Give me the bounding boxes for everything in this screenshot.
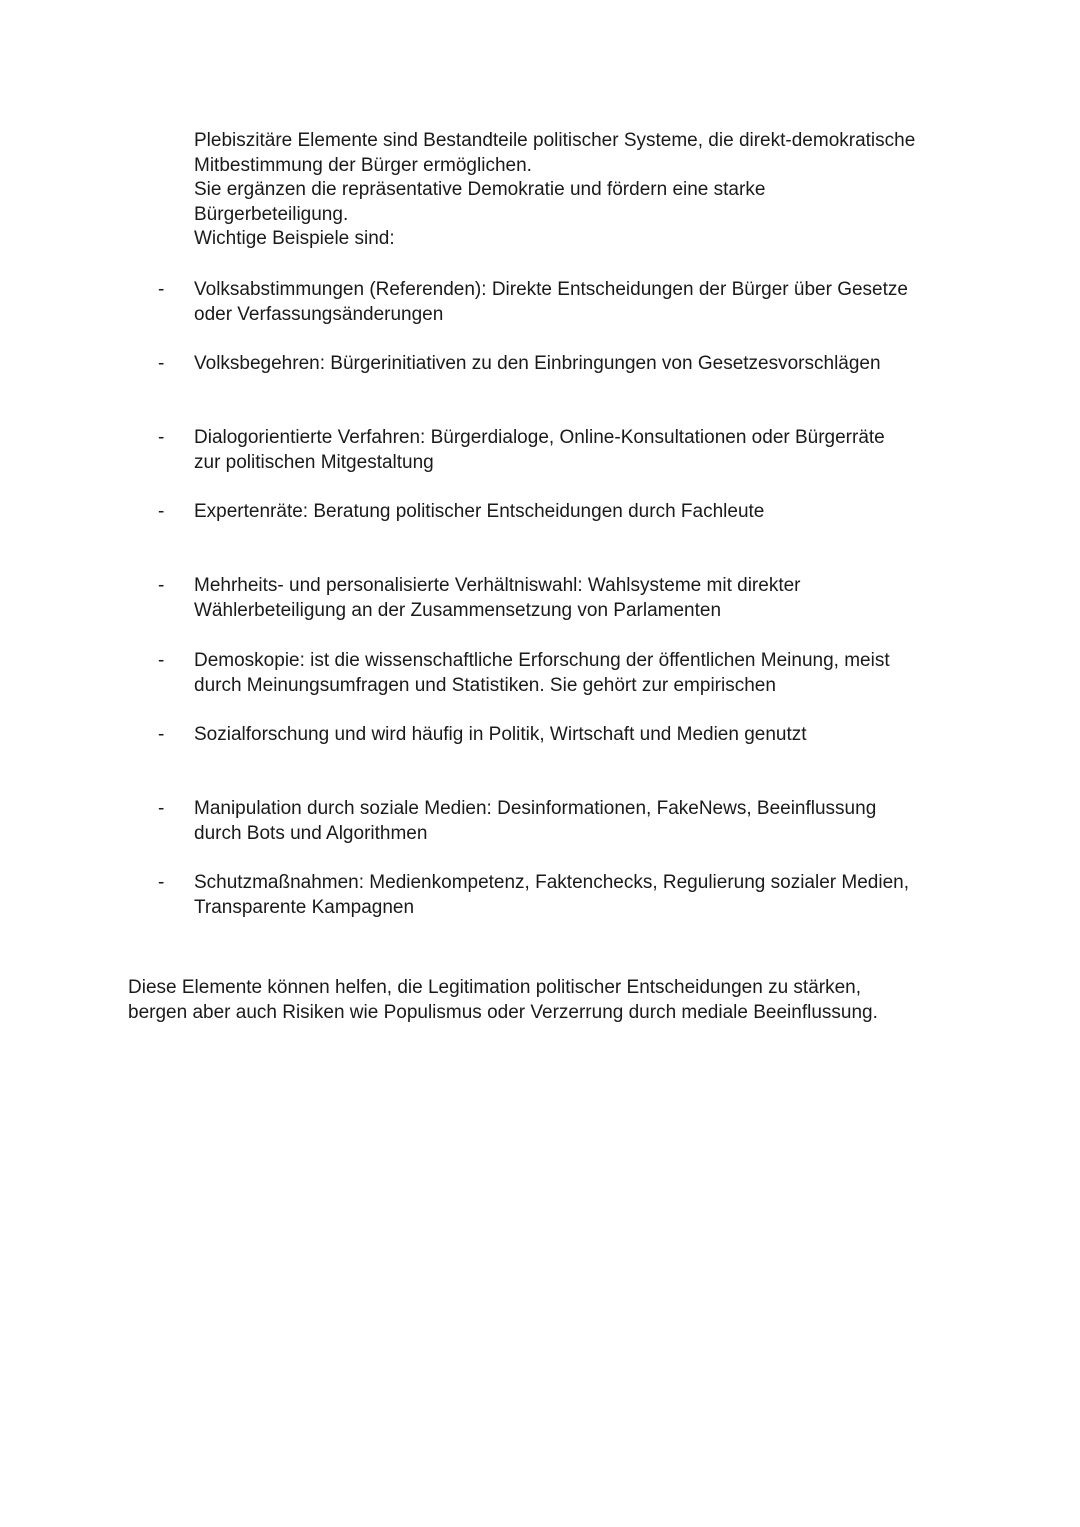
intro-line: Sie ergänzen die repräsentative Demokratie und fördern eine starke: [194, 179, 766, 200]
list-item-dialogorientierte-verfahren: [158, 426, 974, 475]
list-item-demoskopie: [158, 649, 974, 698]
bullet-line: Volksabstimmungen (Referenden): Direkte Entscheidungen der Bürger über Gesetze: [194, 279, 908, 300]
list-item-manipulation: [158, 797, 974, 846]
intro-line: Wichtige Beispiele sind:: [194, 228, 395, 249]
bullet-line: zur politischen Mitgestaltung: [194, 451, 434, 473]
bullet-line: Manipulation durch soziale Medien: Desinformationen, FakeNews, Beeinflussung: [194, 798, 877, 819]
bullet-line: Expertenräte: Beratung politischer Entscheidungen durch Fachleute: [194, 501, 765, 522]
conclusion-line: bergen aber auch Risiken wie Populismus oder Verzerrung durch mediale Beeinflussung.: [128, 1001, 878, 1023]
list-item-verhaeltniswahl: [158, 574, 974, 623]
bullet-text: [194, 574, 974, 623]
list-item-volksabstimmungen: [158, 278, 974, 327]
list-item-schutzmassnahmen: [158, 871, 974, 920]
conclusion-paragraph: [128, 976, 948, 1025]
bullet-line: Mehrheits- und personalisierte Verhältniswahl: Wahlsysteme mit direkter: [194, 575, 801, 596]
list-item-volksbegehren: [158, 352, 974, 377]
intro-paragraph: [194, 129, 974, 252]
bullet-line: oder Verfassungsänderungen: [194, 303, 444, 325]
bullet-text: [194, 500, 974, 525]
intro-line: Plebiszitäre Elemente sind Bestandteile politischer Systeme, die direkt-demokratische: [194, 130, 916, 151]
bullet-line: Transparente Kampagnen: [194, 896, 415, 918]
bullet-text: [194, 426, 974, 475]
bullet-line: durch Meinungsumfragen und Statistiken. Sie gehört zur empirischen: [194, 674, 776, 696]
bullet-dash: -: [158, 798, 165, 819]
bullet-text: [194, 723, 974, 748]
bullet-text: [194, 797, 974, 846]
conclusion-line: Diese Elemente können helfen, die Legitimation politischer Entscheidungen zu stärken,: [128, 977, 862, 998]
bullet-dash: -: [158, 501, 165, 522]
bullet-dash: -: [158, 724, 165, 745]
bullet-line: Wählerbeteiligung an der Zusammensetzung von Parlamenten: [194, 599, 722, 621]
intro-line: Mitbestimmung der Bürger ermöglichen.: [194, 154, 532, 176]
bullet-dash: -: [158, 872, 165, 893]
bullet-text: [194, 871, 974, 920]
bullet-line: durch Bots und Algorithmen: [194, 822, 428, 844]
bullet-line: Volksbegehren: Bürgerinitiativen zu den Einbringungen von Gesetzesvorschlägen: [194, 353, 881, 374]
bullet-dash: -: [158, 427, 165, 448]
bullet-text: [194, 352, 974, 377]
bullet-dash: -: [158, 575, 165, 596]
bullet-line: Sozialforschung und wird häufig in Politik, Wirtschaft und Medien genutzt: [194, 724, 807, 745]
bullet-line: Demoskopie: ist die wissenschaftliche Erforschung der öffentlichen Meinung, meist: [194, 650, 890, 671]
intro-line: Bürgerbeteiligung.: [194, 203, 349, 225]
bullet-dash: -: [158, 353, 165, 374]
list-item-expertenraete: [158, 500, 974, 525]
bullet-line: Dialogorientierte Verfahren: Bürgerdialoge, Online-Konsultationen oder Bürgerräte: [194, 427, 885, 448]
bullet-line: Schutzmaßnahmen: Medienkompetenz, Faktenchecks, Regulierung sozialer Medien,: [194, 872, 909, 893]
bullet-dash: -: [158, 279, 165, 300]
bullet-text: [194, 649, 974, 698]
bullet-dash: -: [158, 650, 165, 671]
list-item-sozialforschung: [158, 723, 974, 748]
bullet-text: [194, 278, 974, 327]
